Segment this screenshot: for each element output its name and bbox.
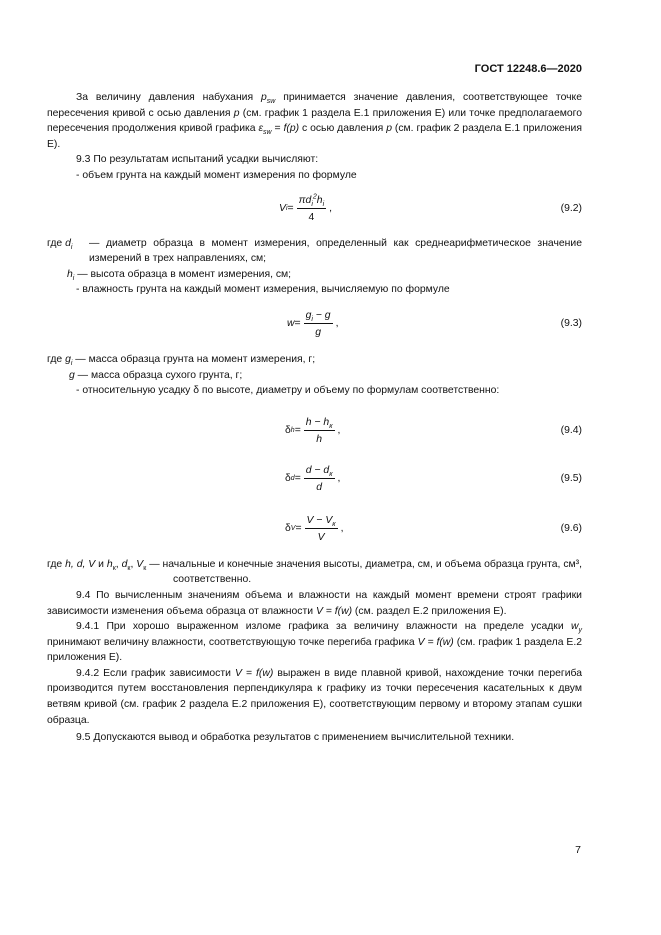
text: d − d (305, 464, 330, 476)
formula-number: (9.6) (560, 522, 582, 534)
clause-9-3: 9.3 По результатам испытаний усадки вычисляют: (76, 154, 319, 166)
text: πd (298, 194, 312, 206)
symbol-h: h (67, 268, 73, 280)
subscript: к (127, 564, 131, 572)
text: 9.4.2 Если график зависимости (76, 667, 235, 679)
fraction (304, 309, 333, 339)
subscript: i (70, 360, 73, 368)
definition-text: — начальные и конечные значения высоты, диаметра, см, и объема образца грунта, см³, соответственно. (146, 558, 583, 586)
text: , (115, 558, 122, 570)
subscript: к (332, 520, 336, 528)
text: 9.4 По вычисленным значениям объема и влажности на каждый момент времени строят графики зависимости изменения объема образца от влажности (47, 589, 582, 617)
text: За величину давления набухания (76, 92, 261, 103)
where-g-dry (47, 368, 582, 384)
document-body (47, 90, 582, 746)
denominator: V (317, 531, 325, 543)
clause-9-4-2 (47, 666, 582, 728)
subscript: i (311, 200, 313, 208)
comma: , (340, 522, 344, 534)
symbol-p: p (386, 123, 392, 135)
formula-9-6 (47, 507, 582, 551)
bullet-volume: - объем грунта на каждый момент измерения по формуле (76, 169, 357, 181)
clause-9-4 (47, 588, 582, 619)
symbols: h, d, V (65, 558, 96, 570)
text: где (47, 558, 66, 570)
text: h − h (305, 416, 330, 428)
subscript: к (329, 422, 333, 430)
subscript: sw (266, 98, 276, 106)
numerator (304, 416, 335, 431)
fraction (297, 194, 327, 224)
equals: = (295, 522, 302, 534)
symbol-h: h (106, 558, 113, 570)
symbol-g: g (69, 369, 75, 381)
page-number: 7 (575, 844, 581, 856)
formula-9-2 (47, 188, 582, 230)
where-h (47, 267, 582, 283)
equals: = (294, 472, 301, 484)
fraction (304, 416, 335, 446)
subscript: к (329, 470, 333, 478)
text: (см. раздел Е.2 приложения Е). (352, 605, 507, 617)
comma: , (337, 424, 341, 436)
subscript: i (311, 316, 313, 324)
denominator: h (316, 433, 323, 445)
subscript: y (578, 627, 582, 635)
numerator (297, 194, 327, 209)
text: (см. график 1 раздела Е.1 приложения Е) или точке предполагаемого пересечения продолжения кривой графика (47, 107, 583, 135)
formula-expression: δ h = $\frac{h - h_к}{h}$ , (285, 416, 341, 445)
paragraph-swelling-pressure (47, 90, 582, 152)
function: V = f(w) (417, 636, 454, 648)
symbol-p: p (260, 92, 267, 103)
symbol-d: d (65, 237, 71, 249)
denominator: 4 (308, 211, 315, 223)
bullet-moisture: - влажность грунта на каждый момент измерения, вычисляемую по формуле (76, 284, 450, 296)
text: где (47, 237, 66, 249)
formula-number: (9.5) (560, 472, 582, 484)
formula-lhs: w (287, 318, 295, 330)
text: с осью давления (299, 123, 387, 135)
subscript: i (70, 243, 73, 251)
bullet-shrinkage: - относительную усадку δ по высоте, диаметру и объему по формулам соответственно: (76, 385, 500, 397)
text: (см. график 1 раздела Е.2 приложения Е). (47, 636, 582, 664)
text: (см. график 2 раздела Е.1 приложения Е). (47, 123, 582, 150)
text: − g (312, 309, 331, 321)
function-fp: f(p) (283, 123, 300, 135)
fraction (305, 514, 338, 544)
subscript: к (112, 564, 116, 572)
formula-expression: δ V = $\frac{V - V_к}{V}$ , (285, 514, 344, 543)
formula-expression: δ d = $\frac{d - d_к}{d}$ , (285, 464, 341, 493)
fraction (304, 464, 335, 494)
function: V = f(w) (315, 605, 353, 617)
symbol-v: V (136, 558, 144, 570)
symbol-d: d (121, 558, 128, 570)
text: h (316, 194, 323, 206)
where-g (47, 352, 582, 368)
definition-text: — масса образца грунта на момент измерения, г; (72, 353, 316, 365)
clause-9-5: 9.5 Допускаются вывод и обработка результатов с применением вычислительной техники. (76, 732, 515, 744)
definition-text: — диаметр образца в момент измерения, определенный как среднеарифметическое значение измерений в трех направлениях, см; (89, 237, 582, 265)
formula-expression (287, 302, 338, 346)
definition-text: — высота образца в момент измерения, см; (74, 268, 292, 280)
function: V = f(w) (234, 667, 274, 679)
text: = (271, 123, 284, 135)
numerator (304, 464, 335, 479)
text: g (305, 309, 312, 321)
formula-lhs: δ (285, 522, 291, 534)
text: , (130, 558, 137, 570)
symbol-p: p (233, 107, 240, 119)
where-d (47, 236, 582, 267)
text: принимают величину влажности, соответствующую точке перегиба графика (47, 636, 418, 648)
formula-expression: V i = $\frac{\pi d_i^2h_i}{4}$ , (279, 193, 333, 223)
subscript: sw (263, 129, 272, 137)
subscript: i (322, 200, 325, 208)
symbol-w: w (570, 621, 579, 633)
text: и (95, 558, 107, 570)
comma: , (329, 202, 333, 214)
text: принимается значение давления, соответствующее точке пересечения кривой с осью давления (47, 92, 582, 119)
formula-9-4 (47, 409, 582, 453)
symbol-epsilon: ε (258, 123, 264, 135)
formula-lhs: δ (285, 424, 291, 436)
formula-number: (9.4) (560, 424, 582, 436)
document-code: ГОСТ 12248.6—2020 (474, 63, 582, 75)
formula-9-5 (47, 459, 582, 499)
subscript: к (143, 564, 147, 572)
numerator (304, 309, 333, 324)
denominator: d (316, 481, 323, 493)
text: выражен в виде плавной кривой, нахождение точки перегиба производится путем восстановления перпендикуляра к графику из точки пересечения касательных к двум ветвям кривой (см. график 2 раздела Е.2 приложения Е), соответствующим первому и второму этапам сушки образца. (47, 667, 583, 726)
formula-lhs: δ (285, 472, 291, 484)
formula-number: (9.2) (560, 202, 582, 214)
denominator: g (315, 326, 321, 338)
numerator (305, 514, 338, 529)
definition-text: — масса образца сухого грунта, г; (74, 369, 243, 381)
formula-9-3 (47, 302, 582, 346)
superscript: 2 (312, 193, 317, 201)
formula-number: (9.3) (560, 318, 582, 330)
text: V − V (306, 514, 333, 526)
equals: = (294, 424, 301, 436)
comma: , (337, 472, 341, 484)
subscript: i (72, 274, 75, 282)
comma: , (335, 318, 339, 330)
equals: = (287, 202, 294, 214)
symbol-g: g (65, 353, 71, 365)
clause-9-4-1 (47, 619, 582, 666)
where-initial-final (47, 557, 582, 588)
text: 9.4.1 При хорошо выраженном изломе графика за величину влажности на пределе усадки (76, 621, 571, 633)
formula-lhs: V (279, 202, 286, 214)
equals: = (294, 318, 301, 330)
text: где (47, 353, 66, 365)
